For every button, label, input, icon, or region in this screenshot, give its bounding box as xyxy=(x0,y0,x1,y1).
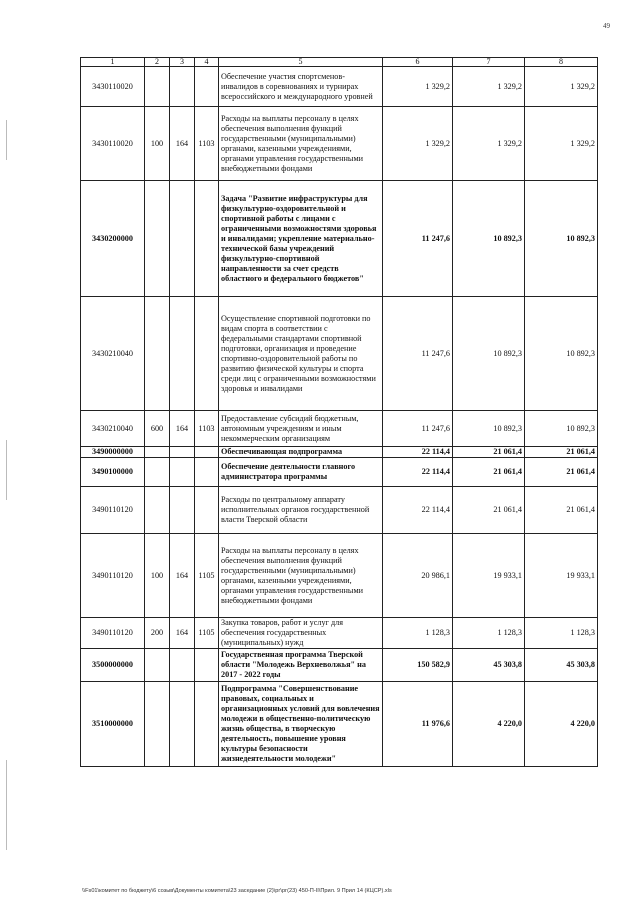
table-row xyxy=(81,534,598,618)
row-column-4: 1105 xyxy=(195,534,219,618)
row-value-2: 45 303,8 xyxy=(453,649,525,682)
header-cell: 7 xyxy=(453,58,525,67)
row-column-2 xyxy=(145,181,170,297)
row-column-4 xyxy=(195,181,219,297)
row-column-2 xyxy=(145,682,170,767)
row-description: Предоставление субсидий бюджетным, автономным учреждениям и иным некоммерческим организациям xyxy=(219,411,383,447)
row-code: 3430210040 xyxy=(81,411,145,447)
row-column-2: 100 xyxy=(145,107,170,181)
row-code: 3430110020 xyxy=(81,67,145,107)
row-column-3: 164 xyxy=(170,107,195,181)
table-row xyxy=(81,458,598,487)
row-value-3: 4 220,0 xyxy=(525,682,598,767)
row-value-1: 1 128,3 xyxy=(383,618,453,649)
row-column-2 xyxy=(145,447,170,458)
row-column-4 xyxy=(195,649,219,682)
footer-file-path: \\Fs01\комитет по бюджету\6 созыв\Документы комитета\23 заседание (2)\рг\рг(23) 450-П-II\Прил. 9 Прил 14 (КЦСР).xls xyxy=(82,888,392,894)
row-description: Закупка товаров, работ и услуг для обеспечения государственных (муниципальных) нужд xyxy=(219,618,383,649)
row-column-2 xyxy=(145,67,170,107)
row-description: Задача "Развитие инфраструктуры для физкультурно-оздоровительной и спортивной работы с лицами с ограниченными возможностями здоровья и инвалидами; укрепление материально-технической базы учреждений физкультурно-спортивной направленности за счет средств областного и федерального бюджетов" xyxy=(219,181,383,297)
table-row xyxy=(81,411,598,447)
row-column-2: 100 xyxy=(145,534,170,618)
table-row xyxy=(81,682,598,767)
row-column-3 xyxy=(170,682,195,767)
row-column-3 xyxy=(170,487,195,534)
row-column-2 xyxy=(145,487,170,534)
row-column-4 xyxy=(195,447,219,458)
row-code: 3490110120 xyxy=(81,487,145,534)
row-column-4 xyxy=(195,297,219,411)
page-number: 49 xyxy=(603,22,610,30)
table-row xyxy=(81,487,598,534)
row-value-3: 21 061,4 xyxy=(525,447,598,458)
row-column-2: 600 xyxy=(145,411,170,447)
row-value-2: 4 220,0 xyxy=(453,682,525,767)
row-description: Расходы на выплаты персоналу в целях обеспечения выполнения функций государственными (муниципальными) органами, казенными учреждениями, органами управления государственными внебюджетными фондами xyxy=(219,107,383,181)
row-code: 3430200000 xyxy=(81,181,145,297)
row-column-4 xyxy=(195,458,219,487)
row-value-2: 1 329,2 xyxy=(453,67,525,107)
row-value-3: 19 933,1 xyxy=(525,534,598,618)
header-cell: 3 xyxy=(170,58,195,67)
header-cell: 8 xyxy=(525,58,598,67)
row-column-2: 200 xyxy=(145,618,170,649)
row-value-2: 1 329,2 xyxy=(453,107,525,181)
row-value-3: 21 061,4 xyxy=(525,458,598,487)
row-description: Расходы на выплаты персоналу в целях обеспечения выполнения функций государственными (муниципальными) органами, казенными учреждениями, органами управления государственными внебюджетными фондами xyxy=(219,534,383,618)
row-value-2: 21 061,4 xyxy=(453,458,525,487)
row-column-4: 1105 xyxy=(195,618,219,649)
row-code: 3490100000 xyxy=(81,458,145,487)
row-column-3 xyxy=(170,447,195,458)
header-cell: 4 xyxy=(195,58,219,67)
row-value-1: 22 114,4 xyxy=(383,458,453,487)
table-row xyxy=(81,67,598,107)
row-column-3: 164 xyxy=(170,411,195,447)
header-cell: 2 xyxy=(145,58,170,67)
row-column-2 xyxy=(145,297,170,411)
row-description: Расходы по центральному аппарату исполнительных органов государственной власти Тверской области xyxy=(219,487,383,534)
row-column-4 xyxy=(195,682,219,767)
row-code: 3490110120 xyxy=(81,534,145,618)
row-value-1: 1 329,2 xyxy=(383,107,453,181)
row-column-3 xyxy=(170,297,195,411)
row-value-3: 1 128,3 xyxy=(525,618,598,649)
table-row xyxy=(81,618,598,649)
row-code: 3510000000 xyxy=(81,682,145,767)
row-description: Государственная программа Тверской области "Молодежь Верхневолжья" на 2017 - 2022 годы xyxy=(219,649,383,682)
row-column-4 xyxy=(195,487,219,534)
row-column-4: 1103 xyxy=(195,411,219,447)
row-value-1: 11 247,6 xyxy=(383,411,453,447)
header-cell: 1 xyxy=(81,58,145,67)
row-value-3: 1 329,2 xyxy=(525,107,598,181)
header-cell: 6 xyxy=(383,58,453,67)
row-description: Осуществление спортивной подготовки по видам спорта в соответствии с федеральными стандартами спортивной подготовки, организация и проведение спортивно-оздоровительной работы по развитию физической культуры и спорта среди лиц с ограниченными возможностями здоровья и инвалидами xyxy=(219,297,383,411)
row-value-2: 21 061,4 xyxy=(453,447,525,458)
row-value-3: 45 303,8 xyxy=(525,649,598,682)
row-column-4 xyxy=(195,67,219,107)
row-column-3 xyxy=(170,649,195,682)
header-cell: 5 xyxy=(219,58,383,67)
row-column-2 xyxy=(145,458,170,487)
row-value-3: 1 329,2 xyxy=(525,67,598,107)
row-description: Подпрограмма "Совершенствование правовых, социальных и организационных условий для вовлечения молодежи в общественно-политическую жизнь общества, в творческую деятельность, повышение уровня культуры безопасности жизнедеятельности молодежи" xyxy=(219,682,383,767)
row-value-2: 19 933,1 xyxy=(453,534,525,618)
row-code: 3490110120 xyxy=(81,618,145,649)
row-value-1: 1 329,2 xyxy=(383,67,453,107)
row-column-3: 164 xyxy=(170,534,195,618)
row-column-4: 1103 xyxy=(195,107,219,181)
row-value-2: 21 061,4 xyxy=(453,487,525,534)
row-value-3: 10 892,3 xyxy=(525,297,598,411)
row-value-1: 11 247,6 xyxy=(383,297,453,411)
row-description: Обеспечение деятельности главного администратора программы xyxy=(219,458,383,487)
row-value-3: 10 892,3 xyxy=(525,181,598,297)
table-row xyxy=(81,107,598,181)
row-value-1: 150 582,9 xyxy=(383,649,453,682)
row-value-3: 21 061,4 xyxy=(525,487,598,534)
row-code: 3430210040 xyxy=(81,297,145,411)
header-row xyxy=(81,58,598,67)
row-column-3: 164 xyxy=(170,618,195,649)
row-value-2: 1 128,3 xyxy=(453,618,525,649)
row-column-3 xyxy=(170,181,195,297)
row-value-1: 22 114,4 xyxy=(383,487,453,534)
row-value-3: 10 892,3 xyxy=(525,411,598,447)
row-column-3 xyxy=(170,67,195,107)
row-value-2: 10 892,3 xyxy=(453,297,525,411)
table-row xyxy=(81,649,598,682)
row-column-2 xyxy=(145,649,170,682)
row-value-1: 11 247,6 xyxy=(383,181,453,297)
row-value-2: 10 892,3 xyxy=(453,181,525,297)
table-row xyxy=(81,181,598,297)
row-value-1: 22 114,4 xyxy=(383,447,453,458)
margin-mark xyxy=(6,760,7,850)
margin-mark xyxy=(6,120,7,160)
row-description: Обеспечение участия спортсменов-инвалидов в соревнованиях и турнирах всероссийского и международного уровней xyxy=(219,67,383,107)
row-value-2: 10 892,3 xyxy=(453,411,525,447)
row-code: 3500000000 xyxy=(81,649,145,682)
row-value-1: 11 976,6 xyxy=(383,682,453,767)
row-code: 3430110020 xyxy=(81,107,145,181)
table-row xyxy=(81,447,598,458)
row-column-3 xyxy=(170,458,195,487)
table-row xyxy=(81,297,598,411)
row-value-1: 20 986,1 xyxy=(383,534,453,618)
budget-table xyxy=(80,57,598,767)
row-code: 3490000000 xyxy=(81,447,145,458)
row-description: Обеспечивающая подпрограмма xyxy=(219,447,383,458)
margin-mark xyxy=(6,440,7,500)
